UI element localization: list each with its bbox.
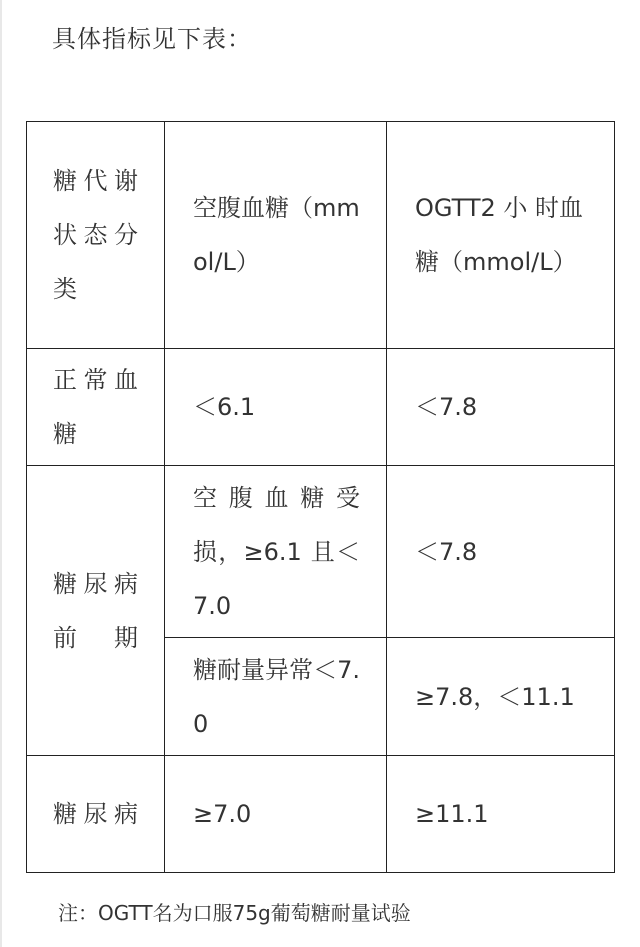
normal-ogtt-value: ＜7.8 xyxy=(415,393,478,421)
table-row-prediabetes-1 xyxy=(27,466,615,638)
footnote-text: 注：OGTT名为口服75g葡萄糖耐量试验 xyxy=(58,901,411,925)
prediabetes-category-cell xyxy=(27,466,165,756)
diabetes-fasting-value: ≥7.0 xyxy=(193,800,252,828)
table-row-normal xyxy=(27,349,615,466)
diabetes-fasting-cell xyxy=(165,756,387,873)
normal-category-cell xyxy=(27,349,165,466)
diabetes-category-label: 糖尿病 xyxy=(53,800,138,828)
diabetes-category-cell xyxy=(27,756,165,873)
prediabetes-ogtt-cell-1 xyxy=(387,466,615,638)
diabetes-criteria-table xyxy=(26,121,615,873)
prediabetes-fasting-cell-2 xyxy=(165,638,387,756)
prediabetes-fasting-cell-1 xyxy=(165,466,387,638)
intro-text: 具体指标见下表： xyxy=(52,25,252,53)
normal-fasting-value: ＜6.1 xyxy=(193,393,256,421)
header-category-cell xyxy=(27,122,165,349)
prediabetes-ogtt-value-1: ＜7.8 xyxy=(415,537,478,566)
prediabetes-category-label: 糖尿病前期 xyxy=(53,569,138,652)
normal-fasting-cell xyxy=(165,349,387,466)
prediabetes-ogtt-cell-2 xyxy=(387,638,615,756)
table-row-diabetes xyxy=(27,756,615,873)
header-category-label: 糖代谢状态分类 xyxy=(53,167,138,303)
header-fasting-label: 空腹血糖（mmol/L） xyxy=(193,194,360,276)
prediabetes-ogtt-value-2: ≥7.8，＜11.1 xyxy=(415,682,575,711)
header-ogtt-cell xyxy=(387,122,615,349)
header-ogtt-label: OGTT2 小 时血糖（mmol/L） xyxy=(415,194,584,276)
normal-ogtt-cell xyxy=(387,349,615,466)
table-header-row xyxy=(27,122,615,349)
header-fasting-cell xyxy=(165,122,387,349)
diabetes-ogtt-cell xyxy=(387,756,615,873)
normal-category-label: 正常血糖 xyxy=(53,366,138,448)
left-border-line xyxy=(0,0,2,947)
diabetes-ogtt-value: ≥11.1 xyxy=(415,800,489,828)
prediabetes-fasting-value-1: 空腹血糖受损，≥6.1 且＜7.0 xyxy=(193,483,360,620)
prediabetes-fasting-value-2: 糖耐量异常＜7.0 xyxy=(193,655,360,738)
